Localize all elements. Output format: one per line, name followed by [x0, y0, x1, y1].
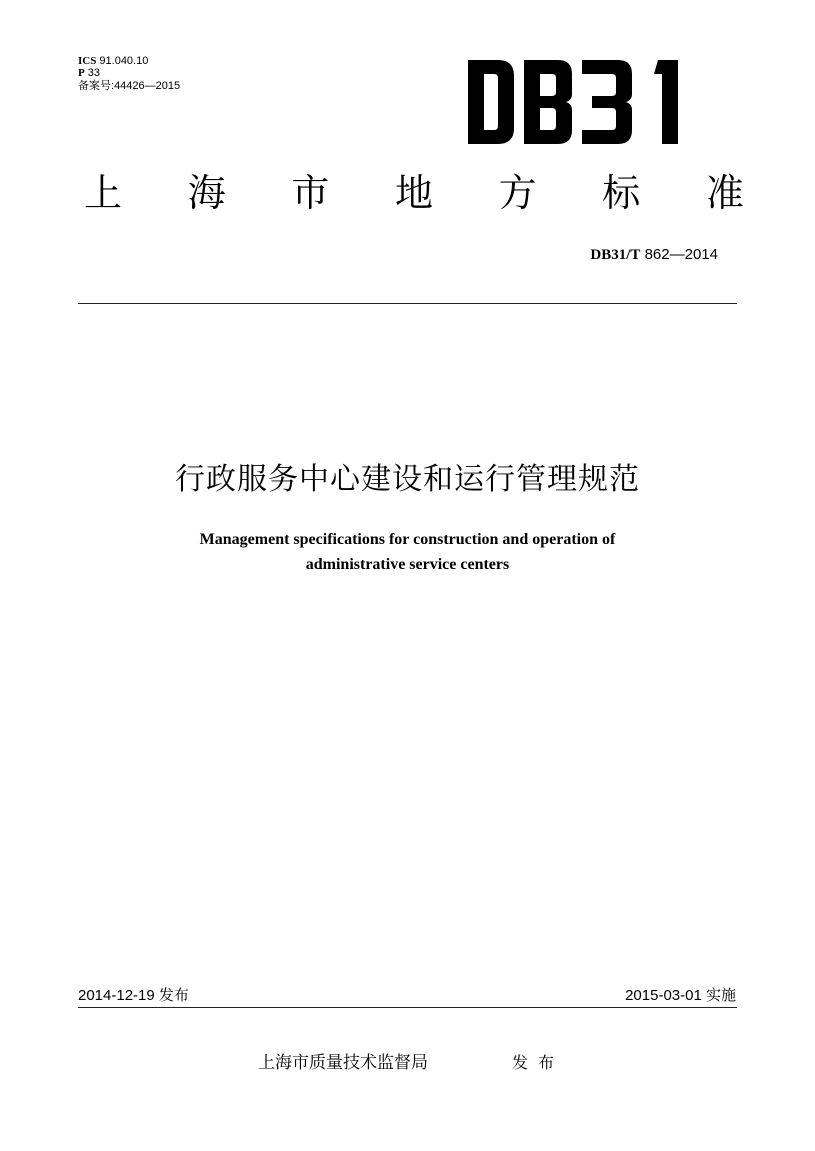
ics-line [78, 55, 148, 67]
logo-digit-3 [582, 60, 632, 144]
header-divider [78, 303, 737, 304]
publisher-name: 上海市质量技术监督局 [258, 1053, 428, 1073]
title-english-line-2: administrative service centers [305, 556, 510, 573]
standard-type-char: 海 [187, 171, 226, 215]
record-line: 备案号:44426—2015 [78, 80, 181, 92]
publish-action: 发布 [512, 1053, 565, 1072]
issue-date: 2014-12-19 发布 [78, 987, 189, 1004]
p-code: 33 [87, 67, 101, 79]
footer-divider [78, 1007, 737, 1008]
logo-letter-b [524, 60, 572, 144]
standard-code [590, 246, 718, 264]
standard-code-number: 862—2014 [644, 246, 718, 263]
ics-prefix: ICS [78, 55, 97, 67]
standard-type-char: 市 [291, 171, 330, 215]
ics-code: 91.040.10 [99, 55, 149, 67]
logo-digit-1 [654, 60, 678, 144]
standard-type-char: 地 [394, 171, 433, 215]
title-english-line-1: Management specifications for construction and operation of [199, 531, 616, 548]
standard-type-char: 上 [84, 171, 123, 215]
standard-type [84, 168, 744, 218]
title-chinese: 行政服务中心建设和运行管理规范 [175, 462, 640, 497]
logo-letter-d [468, 60, 514, 144]
record-value: 44426—2015 [114, 80, 181, 92]
p-prefix: P [78, 67, 85, 79]
standard-type-char: 标 [602, 171, 641, 215]
standard-type-char: 准 [705, 171, 744, 215]
record-label: 备案号 [78, 80, 111, 92]
standard-code-prefix: DB31/T [590, 247, 641, 263]
p-line [78, 67, 100, 79]
standard-type-char: 方 [498, 171, 537, 215]
effective-date: 2015-03-01 实施 [625, 987, 736, 1004]
db31-logo [468, 60, 692, 144]
